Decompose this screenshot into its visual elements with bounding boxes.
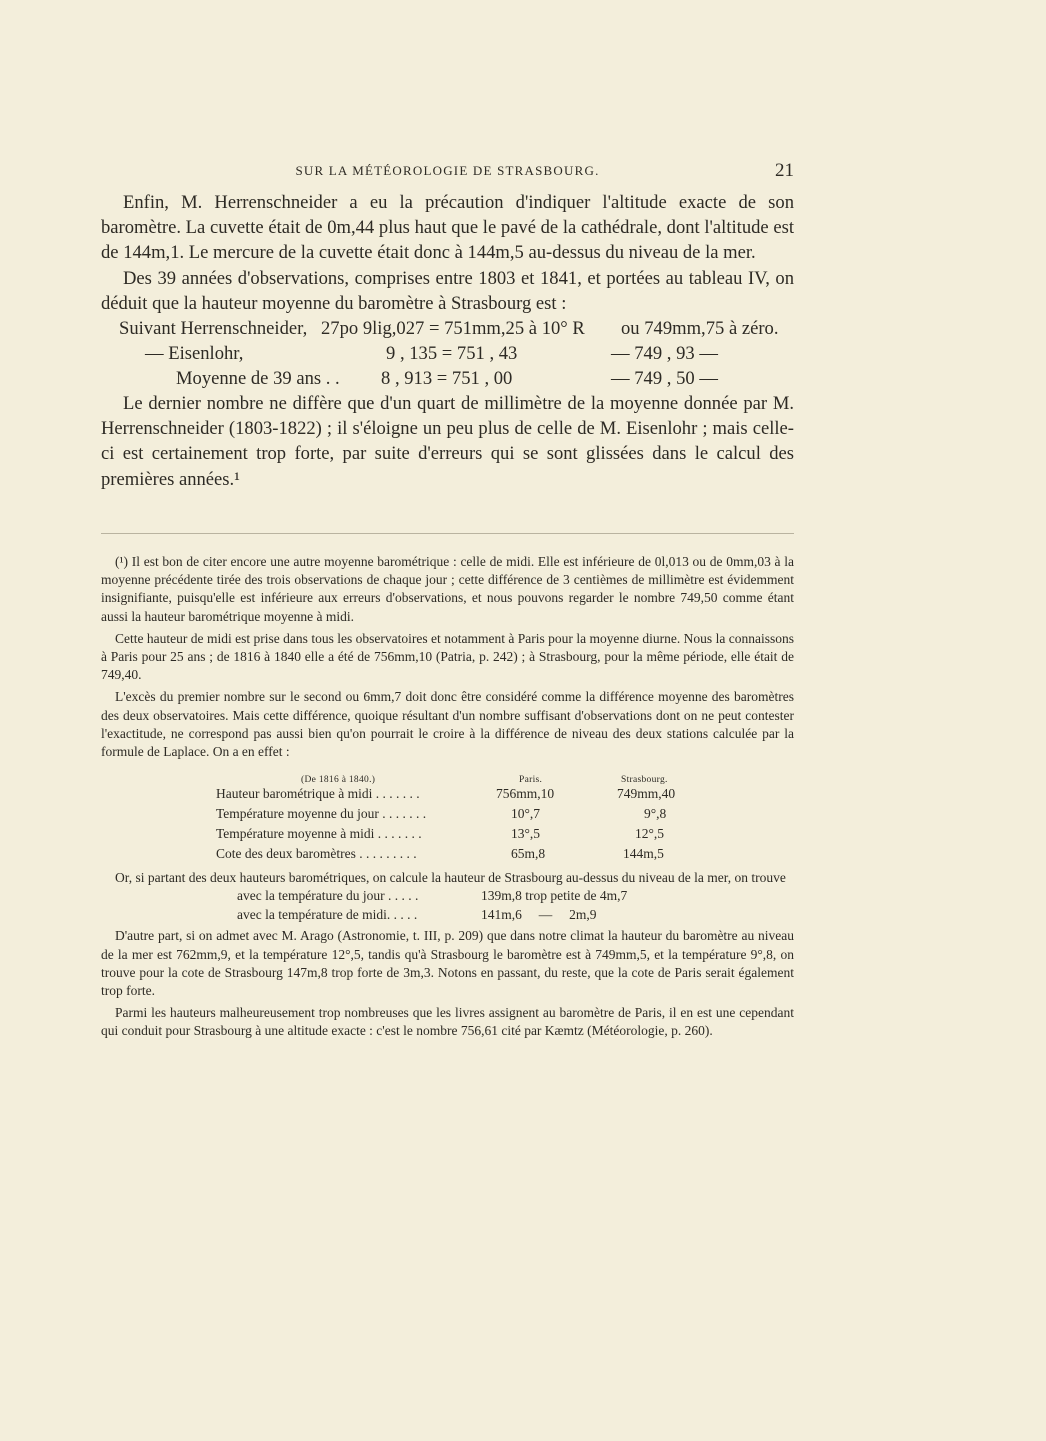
comparison-paris: 13°,5 <box>511 826 541 842</box>
comparison-header <box>101 767 794 787</box>
barometer-table <box>101 316 794 391</box>
page-number: 21 <box>775 160 794 181</box>
barometer-row-zero: — 749 , 93 — <box>611 343 718 365</box>
comparison-row <box>101 845 794 865</box>
column-header-strasbourg: Strasbourg. <box>621 775 668 786</box>
paragraph-conclusion: Le dernier nombre ne diffère que d'un quart de millimètre de la moyenne donnée par M. Herrenschneider (1803-1822) ; il s'éloigne un peu plus de celle de M. Eisenlohr ; mais celle-ci est certainement trop forte, par suite d'erreurs qui se sont glissées dans le calcul des premières années.¹ <box>101 393 794 490</box>
comparison-strasbourg: 144m,5 <box>623 846 664 862</box>
comparison-label: Température moyenne du jour . . . . . . . <box>216 806 427 822</box>
altitude-calc-row <box>101 906 794 926</box>
footnotes <box>101 553 794 1045</box>
comparison-strasbourg: 9°,8 <box>644 806 667 822</box>
footnote-separator <box>101 533 794 534</box>
comparison-row <box>101 825 794 845</box>
paragraph-observations: Des 39 années d'observations, comprises entre 1803 et 1841, et portées au tableau IV, on déduit que la hauteur moyenne du baromètre à Strasbourg est : <box>101 267 794 314</box>
comparison-label: Cote des deux baromètres . . . . . . . . . <box>216 846 417 862</box>
comparison-label: Hauteur barométrique à midi . . . . . . . <box>216 786 420 802</box>
barometer-row-label: — Eisenlohr, <box>145 343 244 365</box>
column-header-paris: Paris. <box>519 775 543 786</box>
altitude-calc-label: avec la température du jour . . . . . <box>237 888 419 904</box>
barometer-row-zero: — 749 , 50 — <box>611 368 718 390</box>
altitude-calc-value: 139m,8 trop petite de 4m,7 <box>481 888 628 904</box>
altitude-calc-table <box>101 887 794 927</box>
barometer-row-value: 9 , 135 = 751 , 43 <box>386 343 518 365</box>
altitude-calc-row <box>101 887 794 907</box>
comparison-table <box>101 767 794 865</box>
footnote-difference: L'excès du premier nombre sur le second ou 6mm,7 doit donc être considéré comme la différence moyenne des baromètres des deux observatoires. Mais cette différence, quoique résultant d'un nombre suffisant d'observations dont on ne peut contester l'exactitude, ne correspond pas aussi bien qu'on pourrait le croire à la différence de niveau des deux stations calculée par la formule de Laplace. On a en effet : <box>101 689 794 760</box>
comparison-paris: 10°,7 <box>511 806 541 822</box>
comparison-paris: 65m,8 <box>511 846 546 862</box>
barometer-row-label: Moyenne de 39 ans . . <box>176 368 340 390</box>
barometer-row-label: Suivant Herrenschneider, <box>119 318 308 340</box>
altitude-calc-value: 141m,6 — 2m,9 <box>481 907 597 923</box>
comparison-label: Température moyenne à midi . . . . . . . <box>216 826 422 842</box>
comparison-strasbourg: 12°,5 <box>635 826 665 842</box>
comparison-period: (De 1816 à 1840.) <box>301 775 376 786</box>
comparison-row <box>101 785 794 805</box>
running-head <box>101 160 794 186</box>
barometer-row <box>101 316 794 341</box>
footnote-kaemtz: Parmi les hauteurs malheureusement trop nombreuses que les livres assignent au baromètre de Paris, il en est une cependant qui conduit pour Strasbourg à une altitude exacte : c'est le nombre 756,61 cité par Kæmtz (Météorologie, p. 260). <box>101 1005 794 1039</box>
running-title: SUR LA MÉTÉOROLOGIE DE STRASBOURG. <box>295 163 600 178</box>
footnote-altitude-calc: Or, si partant des deux hauteurs barométriques, on calcule la hauteur de Strasbourg au-dessus du niveau de la mer, on trouve <box>115 870 786 886</box>
barometer-row-value: 8 , 913 = 751 , 00 <box>381 368 513 390</box>
footnote-arago: D'autre part, si on admet avec M. Arago (Astronomie, t. III, p. 209) que dans notre climat la hauteur du baromètre au niveau de la mer est 762mm,9, et la température 12°,5, tandis qu'à Strasbourg le baromètre est à 749mm,5, et la température 9°,8, on trouve pour la cote de Strasbourg 147m,8 trop forte de 3m,3. Notons en passant, du reste, que la cote de Paris serait également trop forte. <box>101 928 794 999</box>
barometer-row-value: 27po 9lig,027 = 751mm,25 à 10° R <box>321 318 585 340</box>
barometer-row <box>101 341 794 366</box>
altitude-calc-label: avec la température de midi. . . . . <box>237 907 418 923</box>
barometer-row-zero: ou 749mm,75 à zéro. <box>621 318 779 340</box>
footnote-paris: Cette hauteur de midi est prise dans tous les observatoires et notamment à Paris pour la moyenne diurne. Nous la connaissons à Paris pour 25 ans ; de 1816 à 1840 elle a été de 756mm,10 (Patria, p. 242) ; à Strasbourg, pour la même période, elle était de 749,40. <box>101 630 794 683</box>
comparison-paris: 756mm,10 <box>496 786 555 802</box>
footnote-midday: (¹) Il est bon de citer encore une autre moyenne barométrique : celle de midi. Elle est inférieure de 0l,013 ou de 0mm,03 à la moyenne précédente tirée des trois observations de chaque jour ; cette différence de 3 centièmes de millimètre est évidemment insignifiante, puisqu'elle est inférieure aux erreurs d'observations, et nous pouvons regarder le nombre 749,50 comme étant aussi la hauteur barométrique moyenne à midi. <box>101 554 794 624</box>
paragraph-altitude: Enfin, M. Herrenschneider a eu la précaution d'indiquer l'altitude exacte de son baromètre. La cuvette était de 0m,44 plus haut que le pavé de la cathédrale, dont l'altitude est de 144m,1. Le mercure de la cuvette était donc à 144m,5 au-dessus du niveau de la mer. <box>101 192 794 264</box>
barometer-row <box>101 366 794 391</box>
comparison-strasbourg: 749mm,40 <box>617 786 676 802</box>
main-text <box>101 190 794 492</box>
comparison-row <box>101 805 794 825</box>
